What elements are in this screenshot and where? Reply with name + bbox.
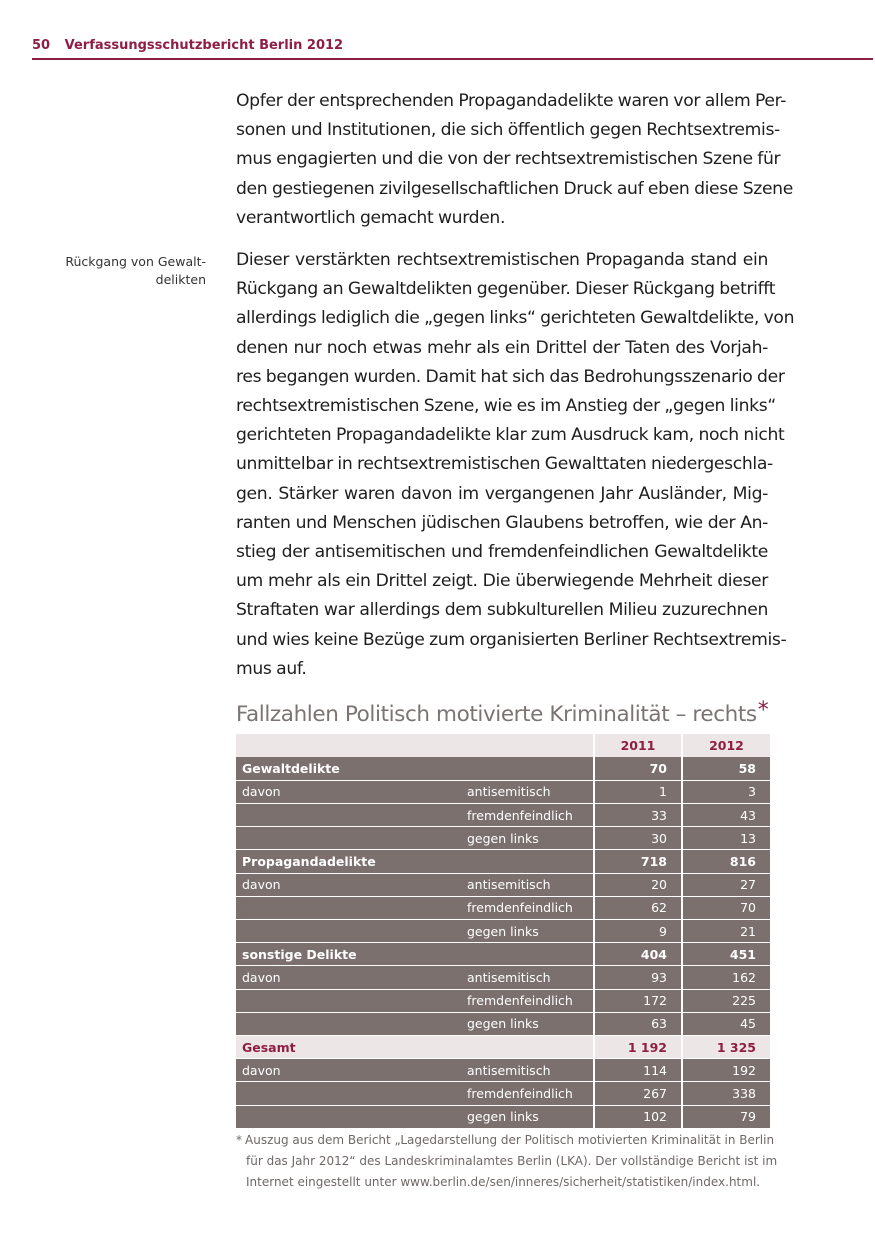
text-line: und wies keine Bezüge zum organisierten Berliner Rechtsextremis-	[236, 629, 787, 650]
table-row	[236, 873, 770, 896]
publication-title: Verfassungsschutzbericht Berlin 2012	[64, 38, 344, 53]
value-2011: 1 192	[594, 1035, 682, 1058]
row-lead	[236, 804, 461, 827]
paragraph-1	[236, 87, 793, 233]
value-2012: 3	[682, 780, 770, 803]
text-line: gerichteten Propagandadelikte klar zum Ausdruck kam, noch nicht	[236, 425, 785, 446]
total-row	[236, 1035, 770, 1058]
row-category: antisemitisch	[461, 780, 594, 803]
row-lead: davon	[236, 780, 461, 803]
row-lead	[236, 920, 461, 943]
footnote	[236, 1130, 778, 1193]
value-2011: 172	[594, 989, 682, 1012]
row-category: gegen links	[461, 1012, 594, 1035]
text-line: unmittelbar in rechtsextremistischen Gewalttaten niedergeschla-	[236, 454, 773, 475]
text-line: ranten und Menschen jüdischen Glaubens betroffen, wie der An-	[236, 512, 768, 533]
row-category: fremdenfeindlich	[461, 804, 594, 827]
row-lead	[236, 827, 461, 850]
text-line: stieg der antisemitischen und fremdenfeindlichen Gewaltdelikte	[236, 542, 768, 563]
text-line: verantwortlich gemacht wurden.	[236, 207, 506, 228]
text-line: gen. Stärker waren davon im vergangenen Jahr Ausländer, Mig-	[236, 483, 768, 504]
header-empty-cell	[461, 734, 594, 757]
text-line: sonen und Institutionen, die sich öffentlich gegen Rechtsextremis-	[236, 120, 780, 141]
table-title	[236, 698, 768, 727]
table-row	[236, 1059, 770, 1082]
value-2011: 62	[594, 896, 682, 919]
value-2012: 27	[682, 873, 770, 896]
row-lead	[236, 989, 461, 1012]
value-2012: 162	[682, 966, 770, 989]
footnote-star: *	[236, 1133, 242, 1147]
paragraph-2	[236, 246, 795, 684]
footnote-line: für das Jahr 2012“ des Landeskriminalamtes Berlin (LKA). Der vollständige Bericht ist im	[246, 1154, 778, 1168]
value-2011: 404	[594, 943, 682, 966]
text-line: denen nur noch etwas mehr als ein Drittel der Taten des Vorjah-	[236, 337, 768, 358]
row-category: gegen links	[461, 1105, 594, 1128]
value-2012: 79	[682, 1105, 770, 1128]
value-2011: 267	[594, 1082, 682, 1105]
value-2011: 70	[594, 757, 682, 780]
section-row	[236, 757, 770, 780]
row-lead	[236, 1105, 461, 1128]
text-line: Opfer der entsprechenden Propagandadelikte waren vor allem Per-	[236, 91, 787, 111]
page-number: 50	[32, 38, 51, 53]
value-2011: 93	[594, 966, 682, 989]
empty-cell	[461, 850, 594, 873]
table-row	[236, 920, 770, 943]
value-2012: 58	[682, 757, 770, 780]
empty-cell	[461, 757, 594, 780]
table-row	[236, 966, 770, 989]
text-line: mus auf.	[236, 658, 307, 679]
row-category: antisemitisch	[461, 1059, 594, 1082]
table-header-row	[236, 734, 770, 757]
value-2012: 45	[682, 1012, 770, 1035]
text-line: Dieser verstärkten rechtsextremistischen Propaganda stand ein	[236, 250, 768, 270]
row-category: gegen links	[461, 920, 594, 943]
row-category: fremdenfeindlich	[461, 989, 594, 1012]
text-line: Rückgang an Gewaltdelikten gegenüber. Dieser Rückgang betrifft	[236, 279, 776, 300]
table-row	[236, 1105, 770, 1128]
value-2012: 43	[682, 804, 770, 827]
statistics-table	[236, 734, 770, 1129]
text-line: rechtsextremistischen Szene, wie es im Anstieg der „gegen links“	[236, 396, 776, 417]
value-2011: 102	[594, 1105, 682, 1128]
row-category: fremdenfeindlich	[461, 1082, 594, 1105]
footnote-line: Internet eingestellt unter www.berlin.de/sen/inneres/sicherheit/statistiken/index.html.	[246, 1175, 761, 1189]
value-2012: 1 325	[682, 1035, 770, 1058]
section-label: Gesamt	[236, 1035, 461, 1058]
value-2012: 338	[682, 1082, 770, 1105]
section-row	[236, 850, 770, 873]
section-row	[236, 943, 770, 966]
value-2011: 1	[594, 780, 682, 803]
table-row	[236, 1012, 770, 1035]
table-row	[236, 1082, 770, 1105]
table-row	[236, 896, 770, 919]
row-category: antisemitisch	[461, 873, 594, 896]
table-row	[236, 804, 770, 827]
row-category: gegen links	[461, 827, 594, 850]
value-2011: 9	[594, 920, 682, 943]
empty-cell	[461, 1035, 594, 1058]
table-row	[236, 827, 770, 850]
row-lead: davon	[236, 873, 461, 896]
row-lead	[236, 896, 461, 919]
year-header: 2012	[682, 734, 770, 757]
row-lead: davon	[236, 1059, 461, 1082]
header-empty-cell	[236, 734, 461, 757]
value-2012: 451	[682, 943, 770, 966]
text-line: res begangen wurden. Damit hat sich das Bedrohungsszenario der	[236, 366, 785, 387]
section-label: Gewaltdelikte	[236, 757, 461, 780]
value-2011: 33	[594, 804, 682, 827]
text-line: um mehr als ein Drittel zeigt. Die überwiegende Mehrheit dieser	[236, 571, 768, 592]
section-label: sonstige Delikte	[236, 943, 461, 966]
value-2011: 718	[594, 850, 682, 873]
value-2012: 225	[682, 989, 770, 1012]
running-header	[32, 38, 873, 60]
value-2012: 816	[682, 850, 770, 873]
row-lead: davon	[236, 966, 461, 989]
year-header: 2011	[594, 734, 682, 757]
table-title-text: Fallzahlen Politisch motivierte Kriminalität – rechts	[236, 702, 757, 727]
footnote-line: * Auszug aus dem Bericht „Lagedarstellung der Politisch motivierten Kriminalität in Berlin	[236, 1133, 775, 1147]
table-row	[236, 989, 770, 1012]
row-lead	[236, 1082, 461, 1105]
margin-note	[40, 253, 206, 289]
value-2012: 70	[682, 896, 770, 919]
value-2011: 114	[594, 1059, 682, 1082]
row-category: fremdenfeindlich	[461, 896, 594, 919]
table-row	[236, 780, 770, 803]
footnote-marker: *	[757, 698, 769, 723]
value-2011: 20	[594, 873, 682, 896]
row-category: antisemitisch	[461, 966, 594, 989]
section-label: Propagandadelikte	[236, 850, 461, 873]
margin-note-line: delikten	[155, 272, 206, 287]
empty-cell	[461, 943, 594, 966]
value-2012: 21	[682, 920, 770, 943]
margin-note-line: Rückgang von Gewalt-	[65, 254, 206, 269]
value-2011: 30	[594, 827, 682, 850]
text-line: den gestiegenen zivilgesellschaftlichen Druck auf eben diese Szene	[236, 178, 793, 199]
value-2012: 192	[682, 1059, 770, 1082]
text-line: allerdings lediglich die „gegen links“ gerichteten Gewaltdelikte, von	[236, 308, 795, 329]
row-lead	[236, 1012, 461, 1035]
value-2012: 13	[682, 827, 770, 850]
text-line: mus engagierten und die von der rechtsextremistischen Szene für	[236, 149, 781, 170]
value-2011: 63	[594, 1012, 682, 1035]
text-line: Straftaten war allerdings dem subkulturellen Milieu zuzurechnen	[236, 600, 768, 621]
